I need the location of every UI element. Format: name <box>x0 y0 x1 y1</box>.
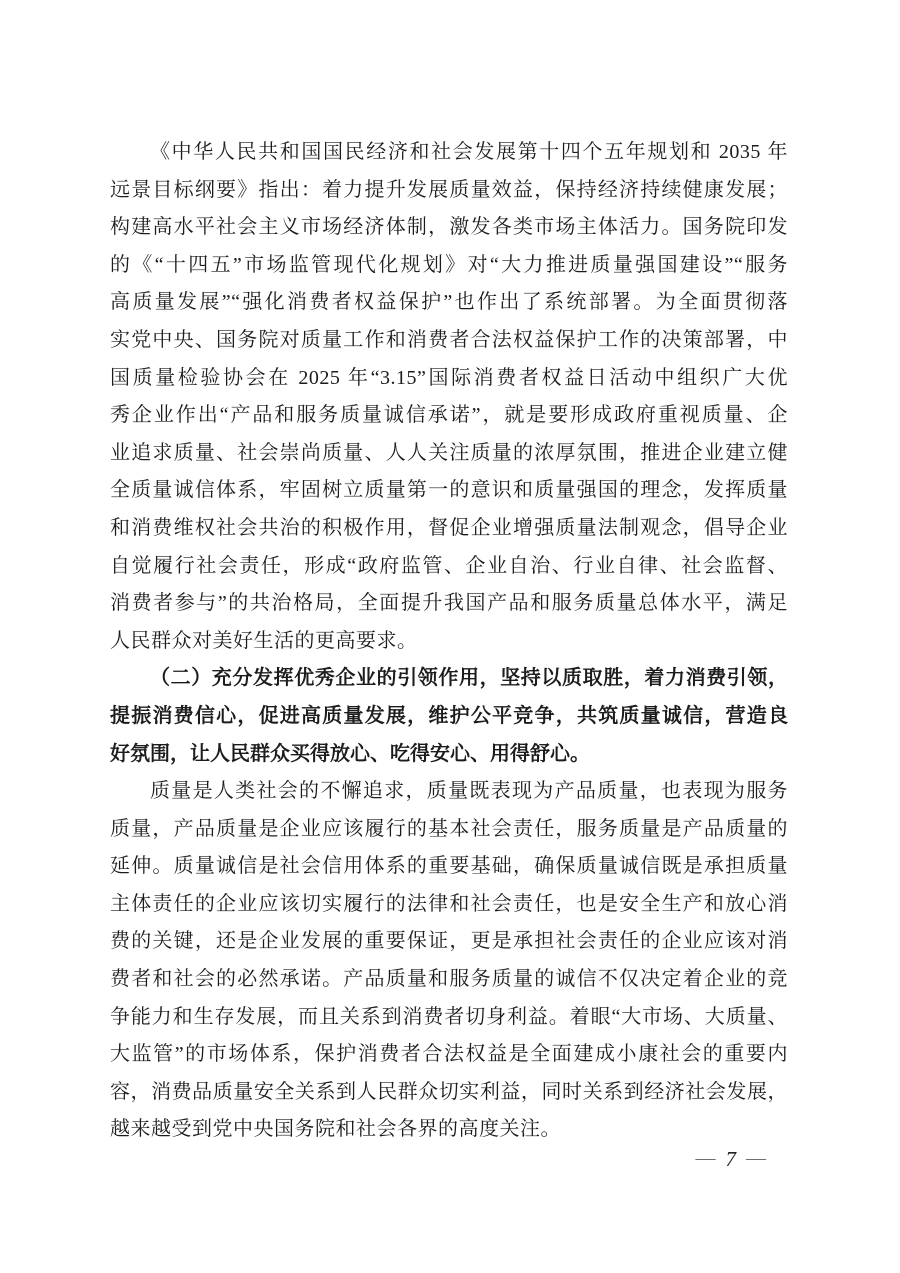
paragraph-2 <box>110 660 788 773</box>
text-line: 费者和社会的必然承诺。产品质量和服务质量的诚信不仅决定着企业的竞 <box>110 968 788 991</box>
text-line: 实党中央、国务院对质量工作和消费者合法权益保护工作的决策部署，中 <box>110 328 788 351</box>
text-line: 人民群众对美好生活的更高要求。 <box>110 629 418 652</box>
page-number: 7 <box>725 1147 736 1171</box>
page-footer <box>696 1144 767 1174</box>
paragraph-1 <box>110 134 788 660</box>
text-line: （二）充分发挥优秀企业的引领作用，坚持以质取胜，着力消费引领， <box>150 667 788 690</box>
text-line: 越来越受到党中央国务院和社会各界的高度关注。 <box>110 1118 561 1141</box>
text-line: 《中华人民共和国国民经济和社会发展第十四个五年规划和 2035 年 <box>150 141 788 163</box>
text-line: 质量，产品质量是企业应该履行的基本社会责任，服务质量是产品质量的 <box>110 817 788 840</box>
text-line: 秀企业作出“产品和服务质量诚信承诺”，就是要形成政府重视质量、企 <box>110 404 788 427</box>
text-line: 提振消费信心，促进高质量发展，维护公平竞争，共筑质量诚信，营造良 <box>110 704 788 727</box>
paragraph-3 <box>110 773 788 1149</box>
text-line: 自觉履行社会责任，形成“政府监管、企业自治、行业自律、社会监督、 <box>110 554 788 577</box>
text-line: 争能力和生存发展，而且关系到消费者切身利益。着眼“大市场、大质量、 <box>110 1005 788 1028</box>
text-line: 延伸。质量诚信是社会信用体系的重要基础，确保质量诚信既是承担质量 <box>110 855 788 878</box>
text-line: 国质量检验协会在 2025 年“3.15”国际消费者权益日活动中组织广大优 <box>110 366 788 389</box>
text-line: 高质量发展”“强化消费者权益保护”也作出了系统部署。为全面贯彻落 <box>110 291 788 314</box>
text-line: 消费者参与”的共治格局，全面提升我国产品和服务质量总体水平，满足 <box>110 592 788 615</box>
text-line: 好氛围，让人民群众买得放心、吃得安心、用得舒心。 <box>110 742 590 765</box>
text-line: 费的关键，还是企业发展的重要保证，更是承担社会责任的企业应该对消 <box>110 930 788 953</box>
text-line: 构建高水平社会主义市场经济体制，激发各类市场主体活力。国务院印发 <box>110 216 788 239</box>
text-line: 全质量诚信体系，牢固树立质量第一的意识和质量强国的理念，发挥质量 <box>110 479 788 502</box>
footer-left-dash: — <box>695 1147 716 1169</box>
text-line: 的《“十四五”市场监管现代化规划》对“大力推进质量强国建设”“服务 <box>110 253 788 276</box>
document-body-text <box>110 134 788 1149</box>
text-line: 远景目标纲要》指出：着力提升发展质量效益，保持经济持续健康发展； <box>110 178 788 201</box>
text-line: 容，消费品质量安全关系到人民群众切实利益，同时关系到经济社会发展， <box>110 1080 788 1103</box>
footer-right-dash: — <box>746 1147 766 1169</box>
text-line: 业追求质量、社会崇尚质量、人人关注质量的浓厚氛围，推进企业建立健 <box>110 441 788 464</box>
text-line: 质量是人类社会的不懈追求，质量既表现为产品质量，也表现为服务 <box>150 780 788 803</box>
text-line: 大监管”的市场体系，保护消费者合法权益是全面建成小康社会的重要内 <box>110 1043 788 1066</box>
text-line: 和消费维权社会共治的积极作用，督促企业增强质量法制观念，倡导企业 <box>110 516 788 539</box>
text-line: 主体责任的企业应该切实履行的法律和社会责任，也是安全生产和放心消 <box>110 892 788 915</box>
